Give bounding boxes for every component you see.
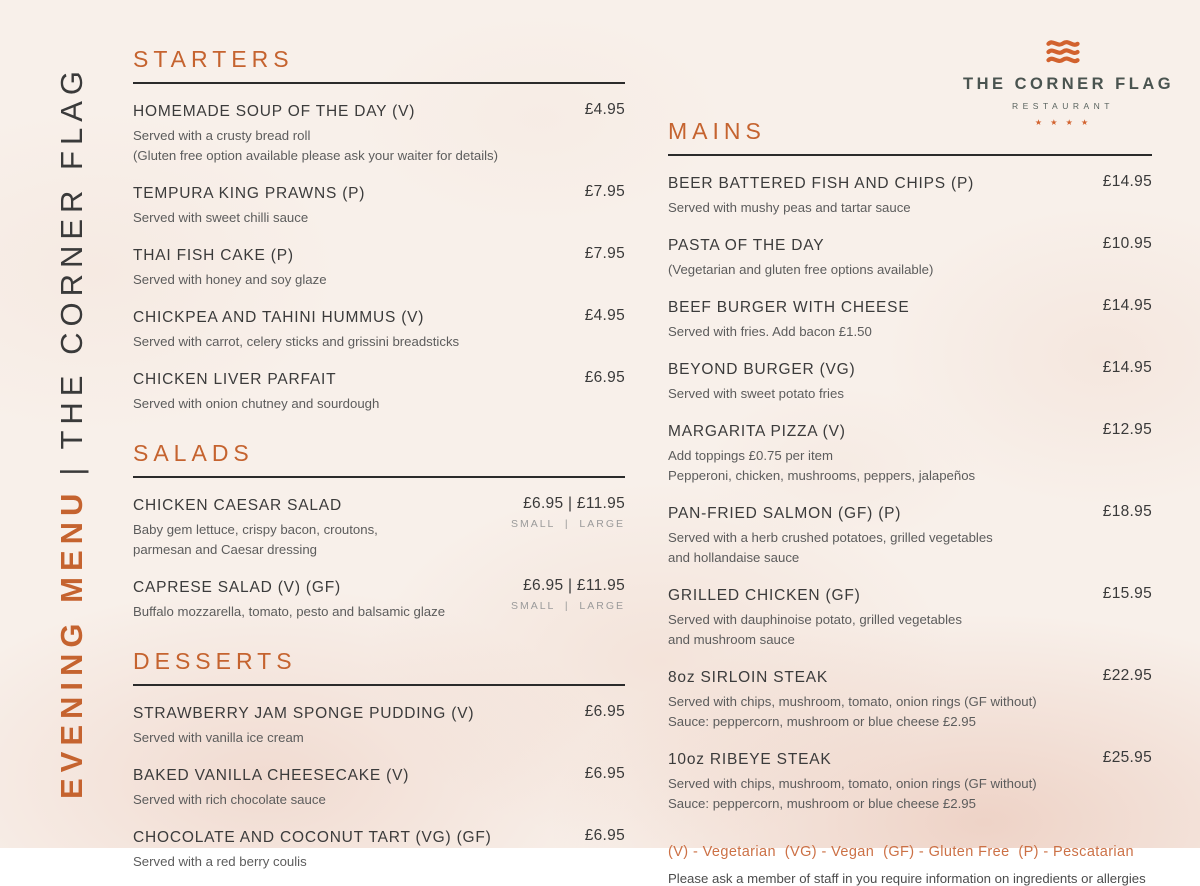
item-description: Served with sweet potato fries	[668, 386, 844, 401]
menu-item	[133, 245, 625, 290]
item-name: PAN-FRIED SALMON (GF) (P)	[668, 505, 902, 522]
item-name: BEYOND BURGER (VG)	[668, 361, 856, 378]
item-name: HOMEMADE SOUP OF THE DAY (V)	[133, 103, 416, 120]
item-price: £25.95	[1102, 749, 1152, 766]
section-items	[668, 173, 1152, 814]
menu-item	[133, 369, 625, 414]
section-salads	[133, 440, 625, 622]
menu-item	[668, 297, 1152, 342]
item-description: Served with sweet chilli sauce	[133, 210, 309, 225]
item-description: Served with a crusty bread roll	[133, 128, 311, 143]
item-description: Served with onion chutney and sourdough	[133, 396, 380, 411]
section-divider	[133, 476, 625, 478]
item-price-block	[585, 703, 625, 721]
item-description: and mushroom sauce	[668, 632, 795, 647]
item-name: GRILLED CHICKEN (GF)	[668, 587, 861, 604]
item-name: CHOCOLATE AND COCONUT TART (VG) (GF)	[133, 829, 492, 846]
section-divider	[133, 82, 625, 84]
menu-item	[133, 765, 625, 810]
item-price-block	[585, 765, 625, 783]
sidebar-restaurant-name: THE CORNER FLAG	[54, 64, 89, 450]
item-description: (Gluten free option available please ask your waiter for details)	[133, 148, 499, 163]
item-price-block	[585, 183, 625, 201]
menu-item	[133, 101, 625, 166]
item-description: Sauce: peppercorn, mushroom or blue cheese £2.95	[668, 796, 976, 811]
item-price: £6.95 | £11.95	[523, 577, 625, 594]
menu-item	[668, 359, 1152, 404]
vertical-sidebar-title	[54, 65, 90, 799]
section-title: DESSERTS	[133, 648, 297, 674]
item-description: Served with fries. Add bacon £1.50	[668, 324, 872, 339]
menu-item	[133, 827, 625, 872]
item-size-label: SMALL | LARGE	[510, 600, 625, 612]
item-name: CHICKPEA AND TAHINI HUMMUS (V)	[133, 309, 425, 326]
item-name: CAPRESE SALAD (V) (GF)	[133, 579, 341, 596]
item-description: Served with a red berry coulis	[133, 854, 307, 869]
menu-item	[133, 495, 625, 560]
section-items	[133, 495, 625, 622]
menu-item	[668, 585, 1152, 650]
restaurant-logo	[963, 38, 1175, 127]
item-size-label: SMALL | LARGE	[510, 518, 625, 530]
item-name: 10oz RIBEYE STEAK	[668, 751, 832, 768]
item-price: £6.95	[584, 369, 625, 386]
menu-item	[133, 183, 625, 228]
item-name: MARGARITA PIZZA (V)	[668, 423, 846, 440]
item-price: £7.95	[584, 183, 625, 200]
section-desserts	[133, 648, 625, 872]
item-price-block	[1103, 585, 1152, 603]
menu-item	[133, 577, 625, 622]
right-column	[668, 118, 1152, 886]
item-price-block	[585, 827, 625, 845]
section-title: SALADS	[133, 440, 254, 466]
item-description: Served with vanilla ice cream	[133, 730, 304, 745]
item-price-block	[585, 369, 625, 387]
section-title: MAINS	[668, 118, 766, 144]
item-name: 8oz SIRLOIN STEAK	[668, 669, 829, 686]
item-name: BAKED VANILLA CHEESECAKE (V)	[133, 767, 410, 784]
item-name: TEMPURA KING PRAWNS (P)	[133, 185, 366, 202]
item-price-block	[511, 577, 625, 612]
allergy-note: Please ask a member of staff in you require information on ingredients or allergies	[668, 871, 1146, 886]
item-price: £4.95	[584, 101, 625, 118]
item-price-block	[1103, 503, 1152, 521]
logo-stars: ★ ★ ★ ★	[1034, 118, 1092, 127]
item-name: BEER BATTERED FISH AND CHIPS (P)	[668, 175, 975, 192]
item-price: £4.95	[584, 307, 625, 324]
item-price: £18.95	[1102, 503, 1152, 520]
item-price: £6.95 | £11.95	[523, 495, 625, 512]
item-price: £10.95	[1102, 235, 1152, 252]
item-description: Served with a herb crushed potatoes, grilled vegetables	[668, 530, 993, 545]
item-price: £14.95	[1102, 297, 1152, 314]
menu-item	[133, 703, 625, 748]
item-name: STRAWBERRY JAM SPONGE PUDDING (V)	[133, 705, 475, 722]
item-description: Sauce: peppercorn, mushroom or blue cheese £2.95	[668, 714, 976, 729]
menu-item	[668, 503, 1152, 568]
sidebar-separator: |	[54, 461, 89, 476]
item-description: Served with mushy peas and tartar sauce	[668, 200, 911, 215]
item-price-block	[1103, 667, 1152, 685]
item-price: £7.95	[584, 245, 625, 262]
item-description: Served with rich chocolate sauce	[133, 792, 326, 807]
item-description: Served with dauphinoise potato, grilled vegetables	[668, 612, 962, 627]
item-price: £22.95	[1102, 667, 1152, 684]
section-items	[133, 703, 625, 872]
item-price-block	[511, 495, 625, 530]
section-divider	[133, 684, 625, 686]
item-price: £6.95	[584, 765, 625, 782]
section-divider	[668, 154, 1152, 156]
item-description: Pepperoni, chicken, mushrooms, peppers, jalapeños	[668, 468, 976, 483]
item-price-block	[1103, 173, 1152, 191]
item-price: £14.95	[1102, 173, 1152, 190]
item-description: Served with chips, mushroom, tomato, onion rings (GF without)	[668, 694, 1037, 709]
menu-item	[668, 173, 1152, 218]
menu-item	[668, 235, 1152, 280]
section-items	[133, 101, 625, 414]
item-price-block	[585, 307, 625, 325]
item-price-block	[585, 101, 625, 119]
item-name: BEEF BURGER WITH CHEESE	[668, 299, 910, 316]
item-price: £15.95	[1102, 585, 1152, 602]
item-description: (Vegetarian and gluten free options available)	[668, 262, 934, 277]
flag-waves-icon	[963, 38, 1163, 66]
item-description: Served with honey and soy glaze	[133, 272, 327, 287]
item-description: Baby gem lettuce, crispy bacon, croutons,	[133, 522, 378, 537]
item-price-block	[585, 245, 625, 263]
dietary-legend: (V) - Vegetarian (VG) - Vegan (GF) - Gluten Free (P) - Pescatarian	[668, 844, 1134, 860]
item-price-block	[1103, 235, 1152, 253]
logo-restaurant-name: THE CORNER FLAG	[963, 75, 1175, 93]
item-price: £14.95	[1102, 359, 1152, 376]
section-title: STARTERS	[133, 46, 294, 72]
item-price: £6.95	[584, 703, 625, 720]
item-description: Buffalo mozzarella, tomato, pesto and balsamic glaze	[133, 604, 446, 619]
item-name: CHICKEN CAESAR SALAD	[133, 497, 342, 514]
menu-item	[133, 307, 625, 352]
item-name: CHICKEN LIVER PARFAIT	[133, 371, 337, 388]
menu-item	[668, 421, 1152, 486]
item-name: THAI FISH CAKE (P)	[133, 247, 294, 264]
left-column	[133, 46, 625, 872]
item-price-block	[1103, 297, 1152, 315]
item-price-block	[1103, 749, 1152, 767]
item-description: and hollandaise sauce	[668, 550, 800, 565]
logo-subtitle: RESTAURANT	[1012, 101, 1114, 111]
item-price: £6.95	[584, 827, 625, 844]
item-price-block	[1103, 421, 1152, 439]
section-starters	[133, 46, 625, 414]
item-description: Add toppings £0.75 per item	[668, 448, 833, 463]
menu-item	[668, 667, 1152, 732]
section-mains	[668, 118, 1152, 814]
menu-item	[668, 749, 1152, 814]
item-price-block	[1103, 359, 1152, 377]
item-description: parmesan and Caesar dressing	[133, 542, 317, 557]
item-description: Served with carrot, celery sticks and grissini breadsticks	[133, 334, 460, 349]
item-name: PASTA OF THE DAY	[668, 237, 825, 254]
item-price: £12.95	[1102, 421, 1152, 438]
item-description: Served with chips, mushroom, tomato, onion rings (GF without)	[668, 776, 1037, 791]
evening-menu-label: EVENING MENU	[54, 487, 89, 800]
